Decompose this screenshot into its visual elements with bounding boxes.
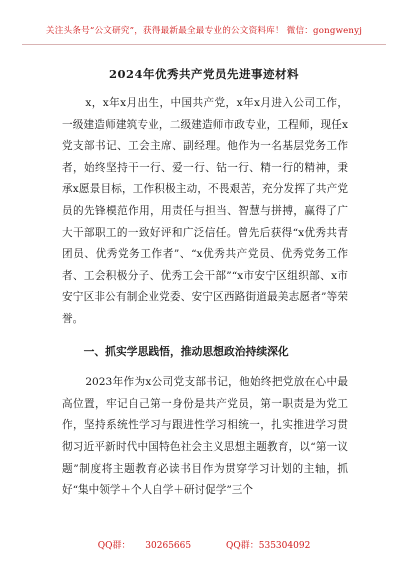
footer-contacts xyxy=(0,538,408,551)
document-title: 2024年优秀共产党员先进事迹材料 xyxy=(108,67,299,81)
footer-qq-group-1: QQ群： 30265665 xyxy=(97,541,192,551)
document-body xyxy=(62,93,348,502)
footer-qq-group-2: QQ群：535304092 xyxy=(226,541,311,551)
header-divider xyxy=(22,44,386,45)
section-heading: 一、抓实学思践悟，推动思想政治持续深化 xyxy=(83,344,289,358)
section-paragraph: 2023年作为x公司党支部书记，他始终把党放在心中最高位置，牢记自己第一身份是共产党员，第一职责是为党工作，坚持系统性学习与跟进性学习相统一，扎实推进学习贯彻习近平新时代中国特色社会主义思想主题教育，以“第一议题”制度将主题教育必读书目作为贯穿学习计划的主轴，抓好“集中领学＋个人自学＋研讨促学”三个 xyxy=(62,376,348,497)
promo-header: 关注头条号“公文研究”，获得最新最全最专业的公文资料库！ 微信：gongwenyj xyxy=(45,26,363,36)
intro-paragraph: x，x年x月出生，中国共产党，x年x月进入公司工作，一级建造师建筑专业，二级建造师市政专业，工程师，现任x党支部书记、工会主席、副经理。他作为一名基层党务工作者，始终坚持干一行、爱一行、钻一行、精一行的精神，秉承x愿景目标，工作积极主动，不畏艰苦，充分发挥了共产党员的先锋模范作用，用责任与担当、智慧与拼搏，赢得了广大干部职工的一致好评和广泛信任。曾先后获得“x优秀共青团员、优秀党务工作者”、“x优秀共产党员、优秀党务工作者、工会积极分子、优秀工会干部”“x市安宁区组织部、x市安宁区非公有制企业党委、安宁区西路街道最美志愿者”等荣誉。 xyxy=(62,97,348,325)
